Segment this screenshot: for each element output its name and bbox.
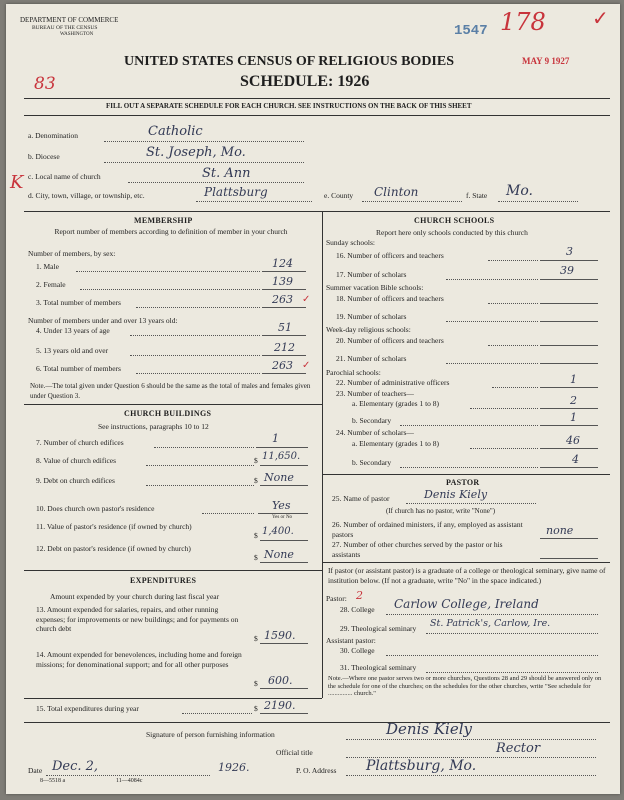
q24a-label: a. Elementary (grades 1 to 8) xyxy=(352,439,440,448)
red-number: 178 xyxy=(500,8,546,36)
q19-label: 19. Number of scholars xyxy=(336,312,407,321)
q17-label: 17. Number of scholars xyxy=(336,270,407,279)
q2-value: 139 xyxy=(272,275,293,288)
q23a-label: a. Elementary (grades 1 to 8) xyxy=(352,399,440,408)
q3-value: 263 xyxy=(272,293,293,306)
schools-intro: Report here only schools conducted by this church xyxy=(376,228,528,237)
q1-value: 124 xyxy=(272,257,293,270)
form-number: 8—5518 a xyxy=(40,778,66,784)
schools-title: CHURCH SCHOOLS xyxy=(414,216,495,225)
membership-title: MEMBERSHIP xyxy=(134,216,193,225)
q1-label: 1. Male xyxy=(36,262,59,271)
diocese-value: St. Joseph, Mo. xyxy=(146,145,246,160)
q6-value: 263 xyxy=(272,359,293,372)
q6-label: 6. Total number of members xyxy=(36,364,121,373)
q15-label: 15. Total expenditures during year xyxy=(36,704,139,713)
official-title-value: Rector xyxy=(496,741,541,756)
q23a-value: 2 xyxy=(570,394,577,407)
city-field-label: d. City, town, village, or township, etc. xyxy=(28,191,145,200)
q25-hint: (If church has no pastor, write "None") xyxy=(386,507,496,515)
q9-label: 9. Debt on church edifices xyxy=(36,476,115,485)
q26-value: none xyxy=(546,524,574,537)
q10-hint: Yes or No xyxy=(272,515,293,520)
state-value: Mo. xyxy=(506,183,533,199)
diocese-label: b. Diocese xyxy=(28,152,60,161)
q2-label: 2. Female xyxy=(36,280,66,289)
q30-label: 30. College xyxy=(340,646,375,655)
census-form: DEPARTMENT OF COMMERCE BUREAU OF THE CENSUS WASHINGTON 1547 178 ✓ MAY 9 1927 UNITED STATES CENSUS OF RELIGIOUS BODIES SCHEDULE: 1926 83 FILL OUT A SEPARATE SCHEDULE FOR EACH CHURCH. SEE INSTRUCTIONS ON THE BACK OF THIS SHEET a. Denomination Catholic b. Diocese St. Joseph, Mo. c. Local name of church St. Ann d. City, town, village, or township, etc. Plattsburg e. County Clinton f. State Mo. K MEMBERSHIP Report number of members according to definition of member in your church Number of members, by sex: 1. Male 124 2. Female 139 3. Total number of members 263 ✓ Number of members under and over 13 years old: 4. Under 13 years of age 51 5. 13 years old and over 212 6. Total number of members 263 ✓ Note.—The total given under Question 6 should be the same as the total of males and females given under Question 3. CHURCH BUILDINGS See instructions, paragraphs 10 to 12 7. Number of church edifices 1 8. Value of church edifices $ 11,650. 9. Debt on church edifices $ None 10. Does church own pastor's residence Yes Yes or No 11. Value of pastor's residence (if owned by church) $ 1,400. 12. Debt on pastor's residence (if owned by church) $ None EXPENDITURES Amount expended by your church during last fiscal year 13. Amount expended for salaries, repairs, and other running expenses; for improvements or new buildings; and for payments on church debt $ 1590. 14. Amount expended for benevolences, including home and foreign missions; for denominational support; and for all other purposes $ 600. 15. Total expenditures during year $ 2190. CHURCH SCHOOLS Report here only schools conducted by this church Sunday schools: 16. Number of officers and teachers 3 17. Number of scholars 39 Summer vacation Bible schools: 18. Number of officers and teachers 19. Number of scholars Week-day religious schools: 20. Number of officers and teachers 21. Number of scholars Parochial schools: 22. Number of administrative officers 1 23. Number of teachers— a. Elementary (grades 1 to 8) 2 b. Secondary 1 24. Number of scholars— a. Elementary (grades 1 to 8) 46 b. Secondary 4 PASTOR 25. Name of pastor Denis Kiely (If church has no pastor, write "None") 26. Number of ordained ministers, if any, employed as assistant pastors none 27. Number of other churches served by the pastor or his assistants If pastor (or assistant pastor) is a graduate of a college or theological seminary, give name of institution below. (If not a graduate, write "No" in the space indicated.) Pastor: 2 28. College Carlow College, Ireland 29. Theological seminary St. Patrick's, Carlow, Ire. Assistant pastor: 30. College 31. Theological seminary Note.—Where one pastor serves two or more churches, Questions 28 and 29 should be answered only on the schedule for one of the churches; on the schedules for the other churches, write "See schedule for ............... church." Signature of person furnishing information Denis Kiely Official title Rector Date Dec. 2, 1926. 8—5518 a 11—4084c P. O. Address Plattsburg, Mo. xyxy=(6,4,620,794)
q14-label: 14. Amount expended for benevolences, including home and foreign missions; for denominational support; and for all other purposes xyxy=(36,650,242,669)
check-mark-icon: ✓ xyxy=(302,360,311,371)
q20-label: 20. Number of officers and teachers xyxy=(336,336,444,345)
bureau-label: BUREAU OF THE CENSUS xyxy=(32,25,98,31)
q10-value: Yes xyxy=(272,499,291,512)
summer-label: Summer vacation Bible schools: xyxy=(326,283,424,292)
q15-value: 2190. xyxy=(264,699,296,712)
pastor-title: PASTOR xyxy=(446,478,480,487)
date-stamp: MAY 9 1927 xyxy=(522,56,570,66)
address-label: P. O. Address xyxy=(296,766,337,775)
q23b-value: 1 xyxy=(570,411,577,424)
q13-value: 1590. xyxy=(264,629,296,642)
q7-label: 7. Number of church edifices xyxy=(36,438,124,447)
q5-label: 5. 13 years old and over xyxy=(36,346,109,355)
signature-label: Signature of person furnishing information xyxy=(146,730,275,739)
q25-label: 25. Name of pastor xyxy=(332,494,390,503)
q4-label: 4. Under 13 years of age xyxy=(36,326,110,335)
state-label: f. State xyxy=(466,191,488,200)
schedule-title: SCHEDULE: 1926 xyxy=(240,73,370,90)
q26-label: 26. Number of ordained ministers, if any, employed as assistant pastors xyxy=(332,520,523,539)
county-label: e. County xyxy=(324,191,354,200)
stamp-number: 1547 xyxy=(454,23,488,39)
q31-label: 31. Theological seminary xyxy=(340,663,417,672)
q24b-label: b. Secondary xyxy=(352,458,392,467)
buildings-subtitle: See instructions, paragraphs 10 to 12 xyxy=(98,422,209,431)
church-name-value: St. Ann xyxy=(202,166,251,181)
red-mark-icon: K xyxy=(10,172,24,193)
denomination-label: a. Denomination xyxy=(28,131,78,140)
q29-label: 29. Theological seminary xyxy=(340,624,417,633)
official-title-label: Official title xyxy=(276,748,313,757)
q16-value: 3 xyxy=(566,245,573,258)
pastor-label: Pastor: xyxy=(326,594,347,603)
date-value: Dec. 2, xyxy=(52,759,99,774)
q7-value: 1 xyxy=(272,432,279,445)
q11-value: 1,400. xyxy=(262,526,294,537)
address-value: Plattsburg, Mo. xyxy=(366,758,477,774)
q22-value: 1 xyxy=(570,373,577,386)
margin-number: 83 xyxy=(34,74,56,94)
q23-label: 23. Number of teachers— xyxy=(336,389,414,398)
by-sex-label: Number of members, by sex: xyxy=(28,249,116,258)
form-title: UNITED STATES CENSUS OF RELIGIOUS BODIES xyxy=(124,54,455,69)
weekday-label: Week-day religious schools: xyxy=(326,325,411,334)
red-mark-icon: 2 xyxy=(356,589,363,602)
membership-intro: Report number of members according to definition of member in your church xyxy=(54,227,288,236)
q23b-label: b. Secondary xyxy=(352,416,392,425)
q12-value: None xyxy=(264,548,294,561)
age-intro: Number of members under and over 13 years old: xyxy=(28,316,178,325)
city-field-value: Plattsburg xyxy=(204,185,268,199)
q24a-value: 46 xyxy=(566,434,580,447)
q16-label: 16. Number of officers and teachers xyxy=(336,251,444,260)
q29-value: St. Patrick's, Carlow, Ire. xyxy=(430,618,551,629)
church-name-label: c. Local name of church xyxy=(28,172,101,181)
parochial-label: Parochial schools: xyxy=(326,368,381,377)
q21-label: 21. Number of scholars xyxy=(336,354,407,363)
date-label: Date xyxy=(28,766,43,775)
check-mark-icon: ✓ xyxy=(302,294,311,305)
q24-label: 24. Number of scholars— xyxy=(336,428,414,437)
q5-value: 212 xyxy=(274,341,295,354)
assistant-label: Assistant pastor: xyxy=(326,636,376,645)
q14-value: 600. xyxy=(268,674,293,687)
q11-label: 11. Value of pastor's residence (if owned by church) xyxy=(36,522,192,531)
q10-label: 10. Does church own pastor's residence xyxy=(36,504,155,513)
instruction-line: FILL OUT A SEPARATE SCHEDULE FOR EACH CHURCH. SEE INSTRUCTIONS ON THE BACK OF THIS SHEET xyxy=(106,102,472,110)
q28-label: 28. College xyxy=(340,605,375,614)
q3-label: 3. Total number of members xyxy=(36,298,121,307)
q13-label: 13. Amount expended for salaries, repairs, and other running expenses; for improvements or new buildings; and for payments on church debt xyxy=(36,605,239,633)
check-mark-icon: ✓ xyxy=(592,6,609,30)
q28-value: Carlow College, Ireland xyxy=(394,597,539,611)
signature-value: Denis Kiely xyxy=(386,720,472,738)
dept-label: DEPARTMENT OF COMMERCE xyxy=(20,16,119,24)
q4-value: 51 xyxy=(278,321,292,334)
q12-label: 12. Debt on pastor's residence (if owned by church) xyxy=(36,544,191,553)
q9-value: None xyxy=(264,471,294,484)
q8-value: 11,650. xyxy=(262,451,301,462)
grad-note: If pastor (or assistant pastor) is a graduate of a college or theological seminary, give name of institution below. (If not a graduate, write "No" in the space indicated.) xyxy=(328,566,606,585)
date-year: 1926. xyxy=(218,761,250,774)
q27-label: 27. Number of other churches served by the pastor or his assistants xyxy=(332,540,503,559)
q18-label: 18. Number of officers and teachers xyxy=(336,294,444,303)
membership-note: Note.—The total given under Question 6 should be the same as the total of males and females given under Question 3. xyxy=(30,382,311,400)
q8-label: 8. Value of church edifices xyxy=(36,456,117,465)
pastor-note: Note.—Where one pastor serves two or more churches, Questions 28 and 29 should be answered only on the schedule for one of the churches; on the schedules for the other churches, write "See schedule for ............... church." xyxy=(328,675,602,698)
q22-label: 22. Number of administrative officers xyxy=(336,378,450,387)
county-value: Clinton xyxy=(374,185,419,199)
q25-value: Denis Kiely xyxy=(424,488,488,501)
sunday-label: Sunday schools: xyxy=(326,238,375,247)
city-label: WASHINGTON xyxy=(60,32,94,37)
form-number-2: 11—4084c xyxy=(116,778,143,784)
expenditures-subtitle: Amount expended by your church during last fiscal year xyxy=(50,592,220,601)
denomination-value: Catholic xyxy=(148,124,203,139)
buildings-title: CHURCH BUILDINGS xyxy=(124,409,212,418)
expenditures-title: EXPENDITURES xyxy=(130,576,197,585)
q24b-value: 4 xyxy=(572,453,579,466)
q17-value: 39 xyxy=(560,264,574,277)
